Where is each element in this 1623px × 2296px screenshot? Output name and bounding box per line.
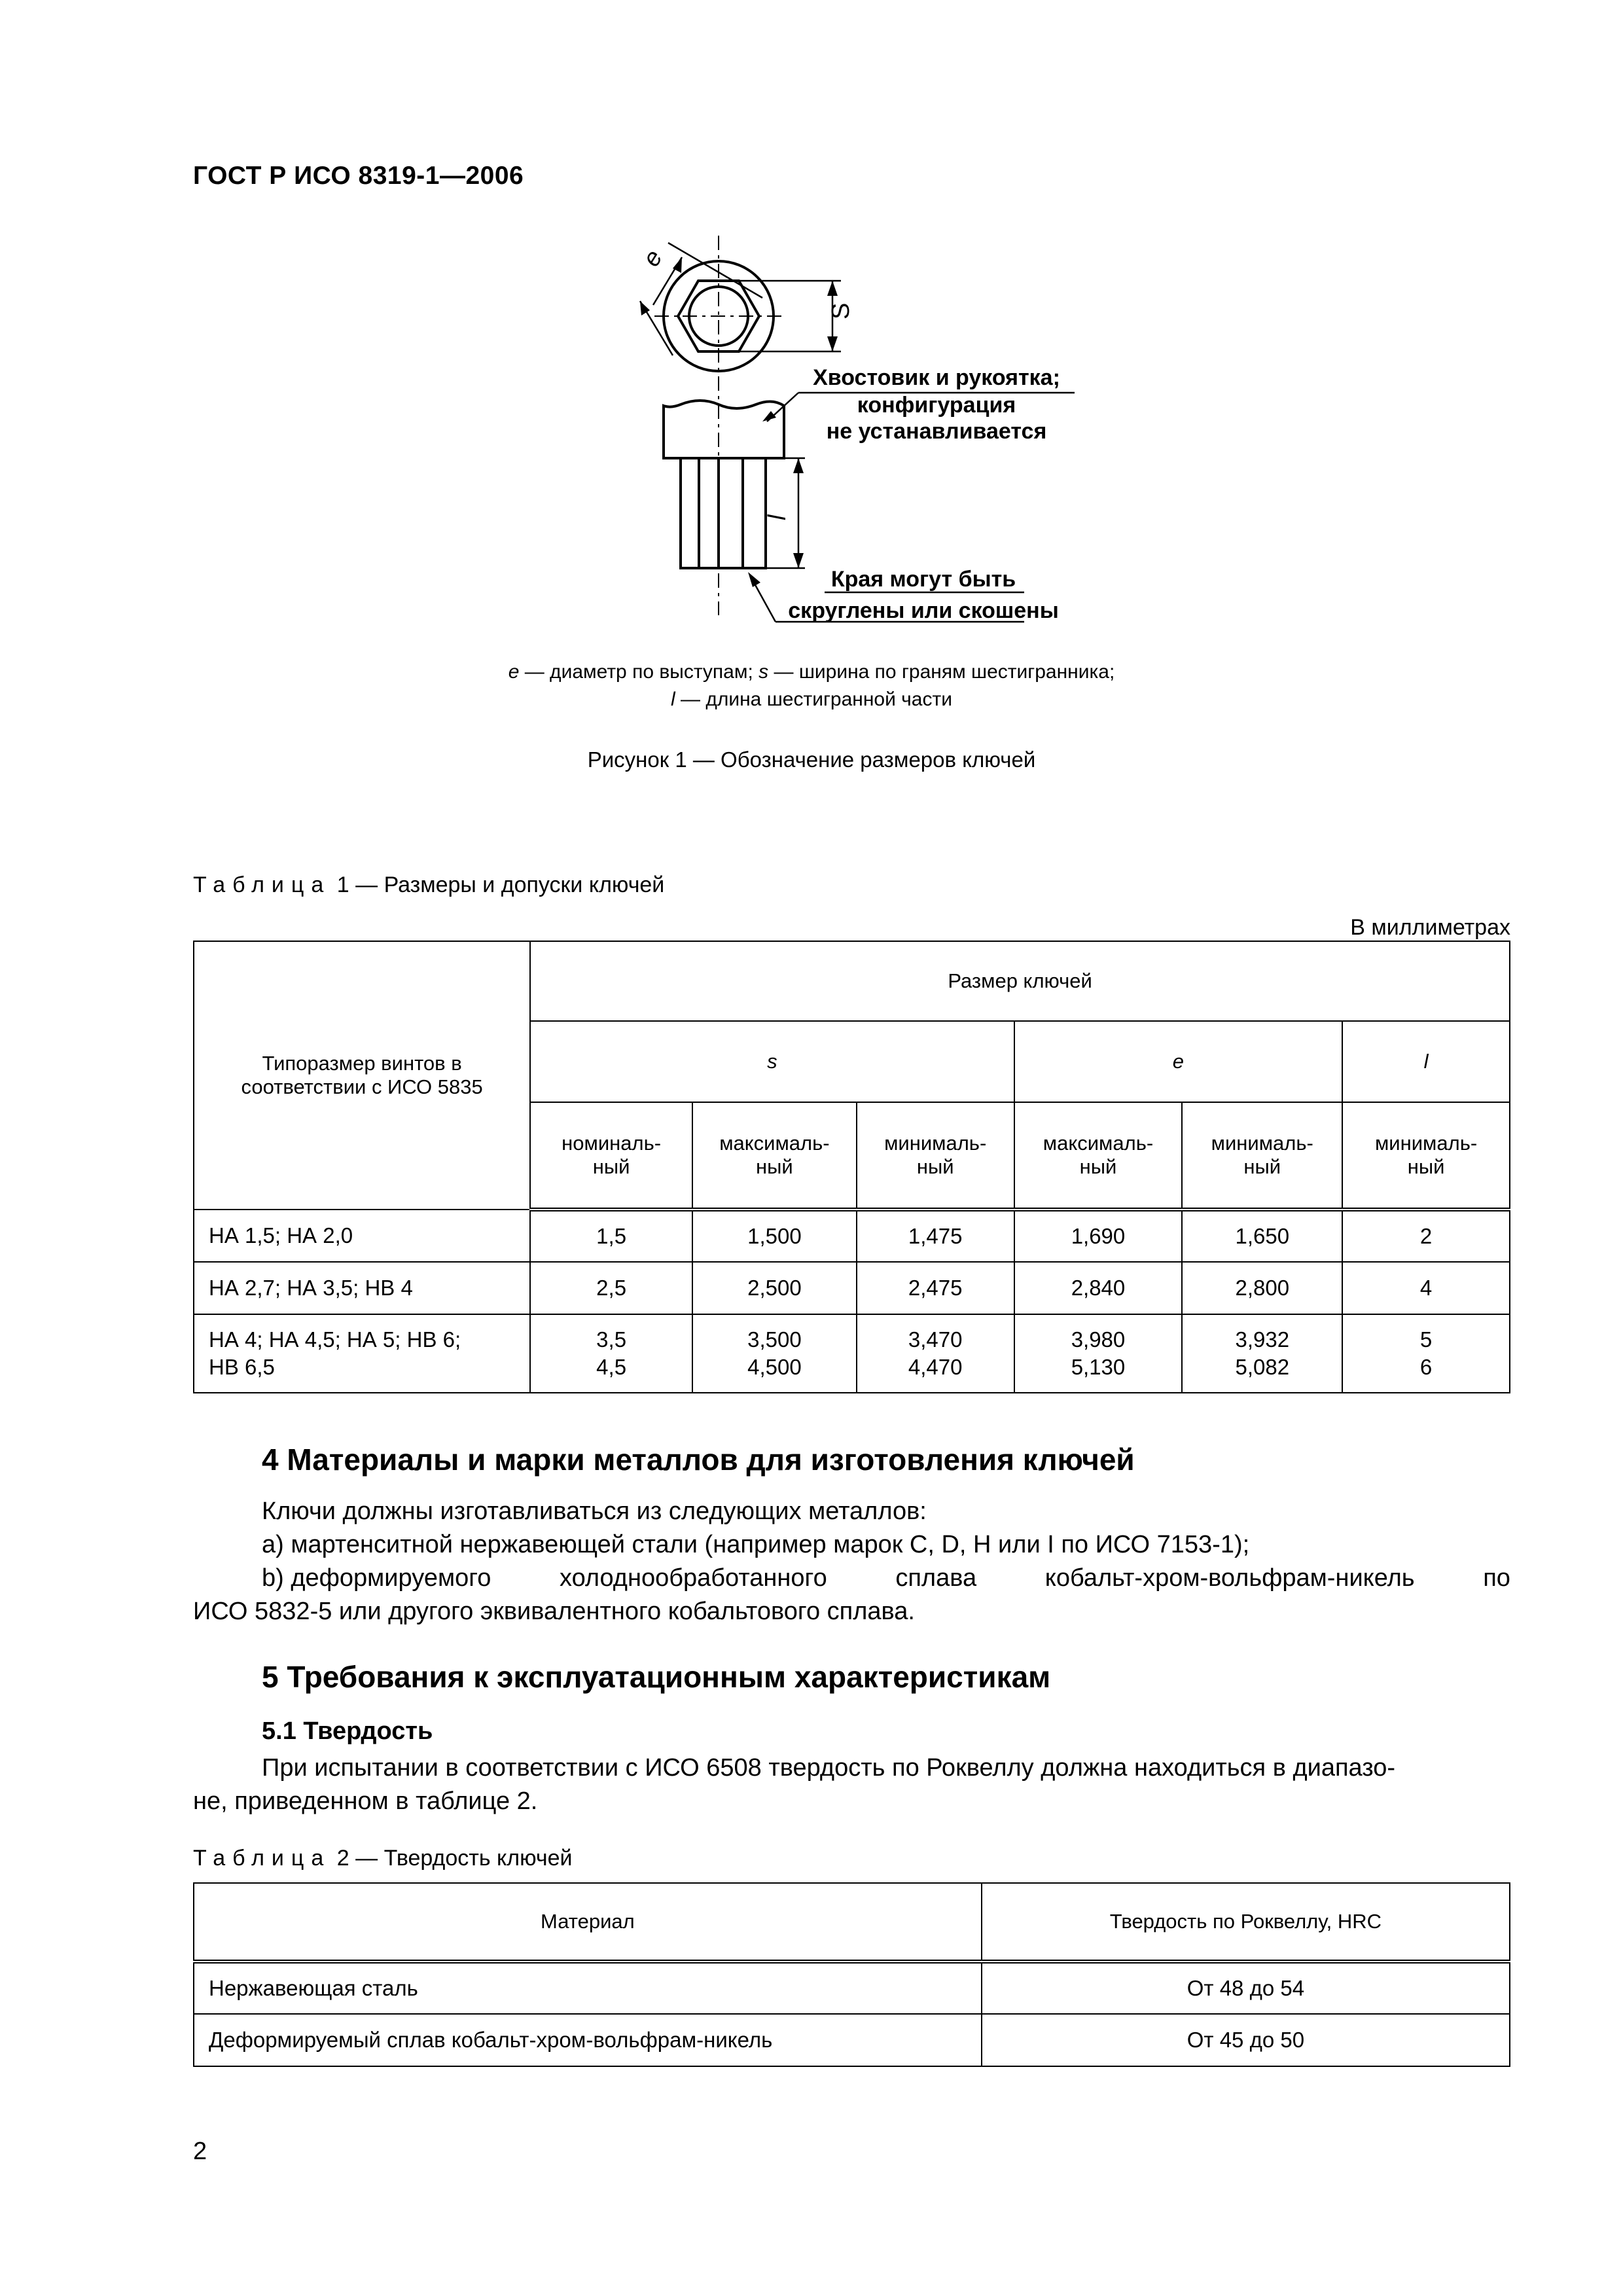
callout-edges-line1: Края могут быть [830,567,1016,592]
row-screw-size-line2: НВ 6,5 [209,1355,275,1379]
column-header-screw-size [194,941,530,1210]
row-screw-size [194,1314,530,1393]
legend-text-s: — ширина по граням шестигранника; [768,661,1115,683]
table-row [194,1962,1510,2014]
figure-legend-line2 [0,689,1623,711]
hex-key-drawing [609,223,1080,648]
cell-line: 3,500 [747,1327,802,1352]
callout-edges-line2: скруглены или скошены [788,598,1059,623]
table1-units: В миллиметрах [1350,915,1510,940]
cell-line: 4,500 [747,1355,802,1379]
symbol-s: s [767,1050,777,1073]
column-group-l [1342,1021,1510,1102]
figure-legend-line1 [0,661,1623,683]
subsection-5-1-title: 5.1 Твердость [262,1717,433,1745]
column-group-e [1014,1021,1343,1102]
item-b-word: холоднообработанного [560,1564,827,1592]
cell-value: 1,690 [1014,1210,1183,1262]
subheader-e-max [1014,1102,1183,1210]
legend-symbol-s: s [758,661,769,683]
subheader-line: минималь- [884,1132,987,1155]
item-b-word: кобальт-хром-вольфрам-никель [1044,1564,1415,1592]
column-group-s [530,1021,1014,1102]
cell-value: 1,650 [1182,1210,1342,1262]
subheader-line: ный [916,1155,954,1178]
table-row [194,2014,1510,2066]
subheader-line: номиналь- [562,1132,662,1155]
symbol-e: e [1172,1050,1184,1073]
column-header-screw-line2: соответствии с ИСО 5835 [241,1075,483,1098]
callout-shank-line3: не устанавливается [826,419,1047,444]
table2-caption [193,1846,573,1871]
column-group-key-size: Размер ключей [530,941,1510,1021]
column-header-screw-line1: Типоразмер винтов в [262,1052,462,1075]
cell-value [1182,1314,1342,1393]
section4-title: 4 Материалы и марки металлов для изготовления ключей [262,1443,1135,1477]
section5-title: 5 Требования к эксплуатационным характеристикам [262,1660,1051,1694]
callout-shank-line1: Хвостовик и рукоятка; [813,365,1060,390]
callout-shank-line2: конфигурация [857,393,1016,418]
cell-hardness: От 45 до 50 [982,2014,1510,2066]
cell-value [692,1314,857,1393]
cell-value: 2,475 [857,1262,1014,1314]
cell-value: 2 [1342,1210,1510,1262]
column-header-hardness: Твердость по Роквеллу, HRC [982,1883,1510,1962]
table-row [194,1210,1510,1262]
table2 [193,1882,1510,2067]
cell-value: 2,800 [1182,1262,1342,1314]
item-b-word: b) деформируемого [262,1564,491,1592]
table2-caption-word: Таблица [193,1846,331,1871]
dim-l-label: l [764,514,791,520]
subheader-line: ный [1079,1155,1117,1178]
cell-value [530,1314,692,1393]
cell-line: 5,082 [1235,1355,1290,1379]
cell-value: 2,500 [692,1262,857,1314]
subheader-line: минималь- [1211,1132,1313,1155]
cell-material: Нержавеющая сталь [194,1962,982,2014]
table1-caption [193,872,664,898]
cell-value: 2,840 [1014,1262,1183,1314]
subheader-line: ный [756,1155,793,1178]
cell-value [1342,1314,1510,1393]
table1-caption-text: 1 — Размеры и допуски ключей [336,872,665,897]
subheader-line: минималь- [1374,1132,1478,1155]
section5-paragraph-line1: При испытании в соответствии с ИСО 6508 твердость по Роквеллу должна находиться в диапазо- [262,1754,1396,1782]
subheader-line: максималь- [1043,1132,1154,1155]
legend-symbol-l: l [671,689,675,710]
cell-value: 4 [1342,1262,1510,1314]
cell-line: 6 [1419,1355,1433,1379]
subheader-line: максималь- [719,1132,830,1155]
document-code: ГОСТ Р ИСО 8319-1—2006 [193,162,524,190]
item-b-word: сплава [895,1564,977,1592]
subheader-s-nominal [530,1102,692,1210]
row-screw-size: НА 2,7; НА 3,5; НВ 4 [194,1262,530,1314]
table-row [194,1262,1510,1314]
cell-line: 3,932 [1235,1327,1290,1352]
cell-value: 1,500 [692,1210,857,1262]
cell-line: 4,5 [596,1355,627,1379]
cell-line: 3,470 [908,1327,963,1352]
cell-value [1014,1314,1183,1393]
cell-value [857,1314,1014,1393]
cell-value: 2,5 [530,1262,692,1314]
table1-caption-word: Таблица [193,872,331,897]
section4-item-a: a) мартенситной нержавеющей стали (например марок C, D, H или I по ИСО 7153-1); [262,1531,1250,1558]
column-header-material: Материал [194,1883,982,1962]
subheader-line: ный [592,1155,630,1178]
cell-line: 5 [1419,1327,1433,1352]
dim-s-label: S [827,302,855,319]
legend-symbol-e: e [508,661,520,683]
table1 [193,941,1510,1393]
legend-text-l: — длина шестигранной части [675,689,952,710]
figure-caption: Рисунок 1 — Обозначение размеров ключей [587,747,1036,772]
cell-hardness: От 48 до 54 [982,1962,1510,2014]
table-row [194,1314,1510,1393]
subheader-e-min [1182,1102,1342,1210]
subheader-s-max [692,1102,857,1210]
section5-paragraph-line2: не, приведенном в таблице 2. [193,1787,538,1815]
table2-caption-text: 2 — Твердость ключей [336,1846,573,1871]
row-screw-size: НА 1,5; НА 2,0 [194,1210,530,1262]
item-b-word: по [1483,1564,1510,1592]
dim-e-label: e [637,245,668,272]
legend-text-e: — диаметр по выступам; [519,661,759,683]
row-screw-size-line1: НА 4; НА 4,5; НА 5; НВ 6; [209,1327,461,1352]
cell-value: 1,5 [530,1210,692,1262]
cell-line: 4,470 [908,1355,963,1379]
hex-body [681,458,766,568]
symbol-l: l [1423,1050,1429,1073]
subheader-s-min [857,1102,1014,1210]
subheader-l-min [1342,1102,1510,1210]
cell-line: 3,980 [1071,1327,1126,1352]
section4-item-b-continued: ИСО 5832-5 или другого эквивалентного кобальтового сплава. [193,1598,915,1625]
section4-item-b [262,1562,1510,1595]
shank-outline [664,401,784,458]
cell-value: 1,475 [857,1210,1014,1262]
cell-line: 5,130 [1071,1355,1126,1379]
section4-intro: Ключи должны изготавливаться из следующих металлов: [262,1498,927,1525]
subheader-line: ный [1407,1155,1445,1178]
subheader-line: ный [1243,1155,1281,1178]
cell-line: 3,5 [596,1327,627,1352]
page-number: 2 [193,2138,207,2165]
cell-material: Деформируемый сплав кобальт-хром-вольфрам-никель [194,2014,982,2066]
